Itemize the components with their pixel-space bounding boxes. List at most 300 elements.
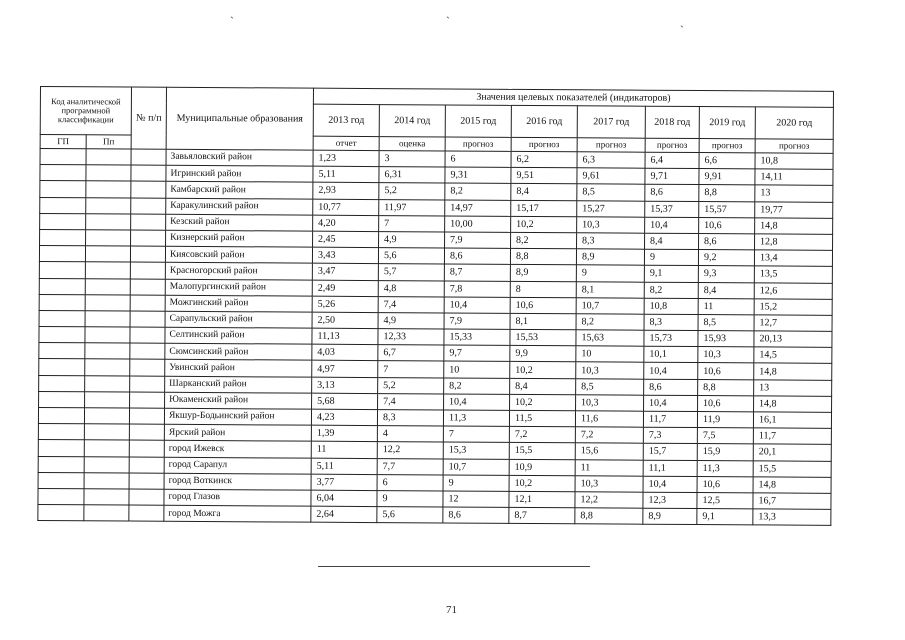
table-header xyxy=(40,87,833,154)
value-cell: 13,3 xyxy=(753,509,831,526)
kind-header: прогноз xyxy=(699,139,755,153)
kind-header: оценка xyxy=(379,137,445,151)
value-cell: 6,2 xyxy=(511,151,577,168)
value-cell: 19,77 xyxy=(755,201,833,218)
value-cell: 20,13 xyxy=(754,331,832,348)
pp-cell xyxy=(85,294,130,310)
number-cell xyxy=(131,149,166,165)
value-cell: 14,5 xyxy=(754,347,832,364)
value-cell: 9 xyxy=(443,475,509,492)
municipality-cell: город Глазов xyxy=(164,489,311,506)
number-cell xyxy=(130,343,165,359)
kind-header: прогноз xyxy=(755,139,833,153)
pp-cell xyxy=(84,424,129,440)
value-cell: 15,53 xyxy=(510,329,576,346)
value-cell: 11,6 xyxy=(575,411,643,428)
value-cell: 10,4 xyxy=(444,394,510,411)
pp-header: Пп xyxy=(86,135,131,149)
municipality-cell: Можгинский район xyxy=(165,295,312,312)
value-cell: 4,9 xyxy=(379,232,445,249)
number-cell xyxy=(131,198,166,214)
value-cell: 12,2 xyxy=(575,492,643,509)
pp-cell xyxy=(86,214,131,230)
value-cell: 12,3 xyxy=(643,492,697,509)
value-cell: 9,2 xyxy=(698,250,754,267)
value-cell: 9,91 xyxy=(699,169,755,186)
value-cell: 15,57 xyxy=(699,201,755,218)
municipality-cell: город Воткинск xyxy=(164,473,311,490)
value-cell: 8,8 xyxy=(510,249,576,266)
value-cell: 2,93 xyxy=(313,183,379,200)
value-cell: 1,39 xyxy=(311,425,377,442)
value-cell: 10,6 xyxy=(698,395,754,412)
number-cell xyxy=(130,279,165,295)
value-cell: 6,6 xyxy=(699,153,755,170)
municipality-cell: Каракулинский район xyxy=(166,198,313,215)
scan-marks xyxy=(0,14,905,34)
value-cell: 11,3 xyxy=(443,410,509,427)
kind-header: прогноз xyxy=(645,138,699,152)
pp-cell xyxy=(84,408,129,424)
value-cell: 7,2 xyxy=(509,427,575,444)
year-header: 2016 год xyxy=(511,105,577,137)
year-header: 2018 год xyxy=(645,106,699,138)
gp-cell xyxy=(39,278,85,294)
municipality-cell: Игринский район xyxy=(166,165,313,182)
value-cell: 9 xyxy=(576,265,644,282)
value-cell: 9 xyxy=(377,491,443,508)
value-cell: 7,5 xyxy=(697,428,753,445)
pp-cell xyxy=(86,149,131,165)
value-cell: 6,3 xyxy=(577,152,645,169)
gp-cell xyxy=(40,165,86,181)
year-header: 2020 год xyxy=(755,107,833,139)
municipality-cell: Ярский район xyxy=(164,424,311,441)
value-cell: 5,2 xyxy=(378,377,444,394)
number-header: № п/п xyxy=(131,87,166,149)
value-cell: 7,4 xyxy=(378,296,444,313)
value-cell: 8,2 xyxy=(444,378,510,395)
value-cell: 8 xyxy=(510,281,576,298)
footer-divider xyxy=(318,566,590,567)
value-cell: 7,2 xyxy=(575,427,643,444)
value-cell: 14,8 xyxy=(755,218,833,235)
value-cell: 9,51 xyxy=(511,168,577,185)
value-cell: 15,63 xyxy=(576,330,644,347)
value-cell: 8,7 xyxy=(509,507,575,524)
gp-cell xyxy=(38,424,84,440)
value-cell: 15,3 xyxy=(443,442,509,459)
value-cell: 15,93 xyxy=(698,331,754,348)
value-cell: 10,7 xyxy=(576,297,644,314)
municipality-cell: Шарканский район xyxy=(165,376,312,393)
gp-cell xyxy=(38,472,84,488)
number-cell xyxy=(129,473,164,489)
value-cell: 15,5 xyxy=(753,460,831,477)
value-cell: 10,3 xyxy=(698,347,754,364)
pp-cell xyxy=(85,262,130,278)
value-cell: 8,8 xyxy=(699,185,755,202)
municipality-cell: Якшур-Бодьинский район xyxy=(164,408,311,425)
kind-header: прогноз xyxy=(577,138,645,152)
value-cell: 6,31 xyxy=(379,167,445,184)
value-cell: 20,1 xyxy=(753,444,831,461)
pp-cell xyxy=(85,392,130,408)
value-cell: 14,8 xyxy=(754,363,832,380)
value-cell: 8,2 xyxy=(511,232,577,249)
municipality-cell: Сарапульский район xyxy=(165,311,312,328)
value-cell: 9,9 xyxy=(510,346,576,363)
values-header: Значения целевых показателей (индикаторов) xyxy=(313,88,833,107)
value-cell: 11,7 xyxy=(753,428,831,445)
value-cell: 5,7 xyxy=(378,264,444,281)
value-cell: 11,13 xyxy=(312,328,378,345)
value-cell: 12,2 xyxy=(377,442,443,459)
value-cell: 9,1 xyxy=(697,509,753,526)
value-cell: 14,11 xyxy=(755,169,833,186)
municipality-cell: Кизнерский район xyxy=(166,230,313,247)
municipality-cell: Кезский район xyxy=(166,214,313,231)
value-cell: 10,3 xyxy=(575,476,643,493)
value-cell: 8,6 xyxy=(444,248,510,265)
value-cell: 9,31 xyxy=(445,167,511,184)
number-cell xyxy=(131,230,166,246)
value-cell: 8,5 xyxy=(577,184,645,201)
value-cell: 7,4 xyxy=(378,393,444,410)
year-header: 2017 год xyxy=(577,106,645,138)
value-cell: 8,6 xyxy=(644,379,698,396)
value-cell: 1,23 xyxy=(313,150,379,167)
value-cell: 15,6 xyxy=(575,443,643,460)
value-cell: 2,50 xyxy=(312,312,378,329)
value-cell: 8,5 xyxy=(698,314,754,331)
value-cell: 8,6 xyxy=(443,507,509,524)
number-cell xyxy=(129,505,164,521)
number-cell xyxy=(130,327,165,343)
value-cell: 10,6 xyxy=(698,363,754,380)
pp-cell xyxy=(86,230,131,246)
gp-cell xyxy=(39,327,85,343)
value-cell: 12,33 xyxy=(378,329,444,346)
page-number: 71 xyxy=(446,604,457,616)
value-cell: 6,4 xyxy=(645,152,699,169)
value-cell: 12,5 xyxy=(697,492,753,509)
value-cell: 8,9 xyxy=(576,249,644,266)
value-cell: 7,9 xyxy=(445,232,511,249)
value-cell: 5,68 xyxy=(312,393,378,410)
value-cell: 10,2 xyxy=(510,394,576,411)
value-cell: 11,5 xyxy=(509,410,575,427)
value-cell: 9,71 xyxy=(645,168,699,185)
pp-cell xyxy=(84,489,129,505)
value-cell: 7,7 xyxy=(377,458,443,475)
number-cell xyxy=(131,165,166,181)
pp-cell xyxy=(84,456,129,472)
value-cell: 11,9 xyxy=(697,412,753,429)
table-body xyxy=(38,149,833,526)
value-cell: 15,9 xyxy=(697,444,753,461)
value-cell: 11,1 xyxy=(643,460,697,477)
indicator-table xyxy=(37,86,834,526)
value-cell: 10,00 xyxy=(445,216,511,233)
value-cell: 8,3 xyxy=(577,233,645,250)
value-cell: 10 xyxy=(444,361,510,378)
number-cell xyxy=(130,392,165,408)
value-cell: 8,6 xyxy=(699,233,755,250)
municipality-cell: Малопургинский район xyxy=(165,279,312,296)
value-cell: 5,2 xyxy=(379,183,445,200)
value-cell: 10,2 xyxy=(510,362,576,379)
gp-cell xyxy=(39,359,85,375)
number-cell xyxy=(131,181,166,197)
number-cell xyxy=(129,424,164,440)
number-cell xyxy=(129,457,164,473)
value-cell: 4,9 xyxy=(378,312,444,329)
number-cell xyxy=(130,311,165,327)
municipality-cell: город Ижевск xyxy=(164,441,311,458)
value-cell: 8,3 xyxy=(377,410,443,427)
kind-header: отчет xyxy=(313,136,379,150)
value-cell: 13,5 xyxy=(754,266,832,283)
pp-cell xyxy=(85,343,130,359)
value-cell: 3,77 xyxy=(311,474,377,491)
gp-cell xyxy=(38,440,84,456)
value-cell: 4,20 xyxy=(313,215,379,232)
pp-cell xyxy=(85,311,130,327)
gp-cell xyxy=(40,181,86,197)
gp-cell xyxy=(39,391,85,407)
value-cell: 10,6 xyxy=(699,217,755,234)
gp-cell xyxy=(40,213,86,229)
value-cell: 10 xyxy=(576,346,644,363)
value-cell: 13 xyxy=(755,185,833,202)
gp-cell xyxy=(40,197,86,213)
value-cell: 4 xyxy=(377,426,443,443)
kind-header: прогноз xyxy=(445,137,511,151)
gp-cell xyxy=(39,343,85,359)
municipality-cell: Сюмсинский район xyxy=(165,344,312,361)
number-cell xyxy=(130,376,165,392)
value-cell: 5,6 xyxy=(377,507,443,524)
gp-cell xyxy=(39,310,85,326)
value-cell: 10,9 xyxy=(509,459,575,476)
value-cell: 15,7 xyxy=(643,444,697,461)
year-header: 2019 год xyxy=(699,107,755,139)
value-cell: 8,9 xyxy=(643,508,697,525)
pp-cell xyxy=(84,505,129,521)
value-cell: 8,4 xyxy=(698,282,754,299)
pp-cell xyxy=(84,473,129,489)
municipality-cell: Селтинский район xyxy=(165,327,312,344)
value-cell: 15,17 xyxy=(511,200,577,217)
value-cell: 12,1 xyxy=(509,491,575,508)
value-cell: 3 xyxy=(379,151,445,168)
value-cell: 5,6 xyxy=(378,248,444,265)
value-cell: 4,8 xyxy=(378,280,444,297)
value-cell: 10,1 xyxy=(644,346,698,363)
number-cell xyxy=(129,489,164,505)
value-cell: 8,9 xyxy=(510,265,576,282)
gp-cell xyxy=(38,456,84,472)
value-cell: 5,26 xyxy=(312,296,378,313)
gp-cell xyxy=(40,229,86,245)
value-cell: 8,6 xyxy=(645,185,699,202)
value-cell: 10,3 xyxy=(576,395,644,412)
value-cell: 8,4 xyxy=(511,184,577,201)
value-cell: 10,6 xyxy=(697,476,753,493)
value-cell: 6 xyxy=(377,474,443,491)
value-cell: 15,2 xyxy=(754,299,832,316)
municipality-cell: Красногорский район xyxy=(165,263,312,280)
value-cell: 9,61 xyxy=(577,168,645,185)
pp-cell xyxy=(86,181,131,197)
value-cell: 9 xyxy=(644,249,698,266)
value-cell: 10,77 xyxy=(313,199,379,216)
gp-header: ГП xyxy=(40,135,86,149)
value-cell: 9,3 xyxy=(698,266,754,283)
value-cell: 11,3 xyxy=(697,460,753,477)
value-cell: 8,2 xyxy=(576,314,644,331)
value-cell: 8,8 xyxy=(698,379,754,396)
municipality-cell: город Можга xyxy=(164,505,311,522)
number-cell xyxy=(129,440,164,456)
municipality-cell: Юкаменский район xyxy=(165,392,312,409)
value-cell: 4,23 xyxy=(311,409,377,426)
value-cell: 7,8 xyxy=(444,280,510,297)
value-cell: 4,97 xyxy=(312,361,378,378)
value-cell: 9,7 xyxy=(444,345,510,362)
municipality-cell: Увинский район xyxy=(165,360,312,377)
value-cell: 10,3 xyxy=(577,217,645,234)
number-cell xyxy=(130,246,165,262)
municipality-cell: город Сарапул xyxy=(164,457,311,474)
value-cell: 6,04 xyxy=(311,490,377,507)
value-cell: 11 xyxy=(575,459,643,476)
scan-mark: ˋ xyxy=(446,14,450,28)
value-cell: 10,7 xyxy=(443,459,509,476)
value-cell: 14,8 xyxy=(754,396,832,413)
municipality-header: Муниципальные образования xyxy=(166,87,313,150)
value-cell: 7,3 xyxy=(643,427,697,444)
value-cell: 8,3 xyxy=(644,314,698,331)
year-header: 2013 год xyxy=(313,104,379,136)
pp-cell xyxy=(85,278,130,294)
value-cell: 10,4 xyxy=(644,395,698,412)
value-cell: 10,8 xyxy=(755,153,833,170)
gp-cell xyxy=(39,375,85,391)
value-cell: 2,64 xyxy=(311,506,377,523)
table-row xyxy=(38,505,831,526)
gp-cell xyxy=(38,407,84,423)
value-cell: 11,7 xyxy=(643,411,697,428)
number-cell xyxy=(130,262,165,278)
value-cell: 10,6 xyxy=(510,297,576,314)
value-cell: 10,3 xyxy=(576,362,644,379)
scan-mark: ˏ xyxy=(680,14,684,28)
number-cell xyxy=(130,359,165,375)
gp-cell xyxy=(38,505,84,521)
value-cell: 12,8 xyxy=(755,234,833,251)
value-cell: 8,1 xyxy=(576,281,644,298)
pp-cell xyxy=(85,246,130,262)
value-cell: 8,8 xyxy=(575,508,643,525)
municipality-cell: Завьяловский район xyxy=(166,149,313,166)
number-cell xyxy=(131,214,166,230)
value-cell: 10,4 xyxy=(643,476,697,493)
value-cell: 14,97 xyxy=(445,200,511,217)
value-cell: 8,2 xyxy=(644,282,698,299)
value-cell: 12 xyxy=(443,491,509,508)
value-cell: 12,6 xyxy=(754,282,832,299)
value-cell: 7 xyxy=(378,361,444,378)
value-cell: 2,49 xyxy=(312,280,378,297)
value-cell: 10,8 xyxy=(644,298,698,315)
gp-cell xyxy=(39,262,85,278)
code-header: Код аналитической программной классификации xyxy=(40,87,131,136)
value-cell: 11 xyxy=(698,298,754,315)
value-cell: 12,7 xyxy=(754,315,832,332)
gp-cell xyxy=(39,294,85,310)
value-cell: 7,9 xyxy=(444,313,510,330)
value-cell: 15,33 xyxy=(444,329,510,346)
value-cell: 7 xyxy=(379,215,445,232)
value-cell: 15,73 xyxy=(644,330,698,347)
value-cell: 16,7 xyxy=(753,493,831,510)
value-cell: 10,2 xyxy=(509,475,575,492)
value-cell: 14,8 xyxy=(753,477,831,494)
year-header: 2014 год xyxy=(379,105,445,137)
value-cell: 6 xyxy=(445,151,511,168)
value-cell: 6,7 xyxy=(378,345,444,362)
municipality-cell: Киясовский район xyxy=(165,246,312,263)
value-cell: 3,43 xyxy=(312,247,378,264)
pp-cell xyxy=(85,327,130,343)
value-cell: 3,47 xyxy=(312,263,378,280)
scan-mark: ˋ xyxy=(230,14,234,28)
value-cell: 8,2 xyxy=(445,183,511,200)
value-cell: 13,4 xyxy=(754,250,832,267)
year-header: 2015 год xyxy=(445,105,511,137)
value-cell: 10,4 xyxy=(444,297,510,314)
value-cell: 5,11 xyxy=(311,458,377,475)
pp-cell xyxy=(85,359,130,375)
value-cell: 9,1 xyxy=(644,266,698,283)
value-cell: 8,5 xyxy=(576,378,644,395)
value-cell: 10,2 xyxy=(511,216,577,233)
value-cell: 15,5 xyxy=(509,443,575,460)
gp-cell xyxy=(38,488,84,504)
value-cell: 13 xyxy=(754,379,832,396)
pp-cell xyxy=(86,197,131,213)
municipality-cell: Камбарский район xyxy=(166,182,313,199)
value-cell: 11 xyxy=(311,442,377,459)
value-cell: 10,4 xyxy=(644,363,698,380)
kind-header: прогноз xyxy=(511,137,577,151)
value-cell: 2,45 xyxy=(313,231,379,248)
value-cell: 15,27 xyxy=(577,200,645,217)
value-cell: 15,37 xyxy=(645,201,699,218)
value-cell: 8,7 xyxy=(444,264,510,281)
value-cell: 16,1 xyxy=(753,412,831,429)
indicator-table-sheet xyxy=(37,86,833,526)
pp-cell xyxy=(84,440,129,456)
number-cell xyxy=(129,408,164,424)
value-cell: 11,97 xyxy=(379,199,445,216)
value-cell: 4,03 xyxy=(312,344,378,361)
value-cell: 8,4 xyxy=(510,378,576,395)
pp-cell xyxy=(85,375,130,391)
pp-cell xyxy=(86,165,131,181)
